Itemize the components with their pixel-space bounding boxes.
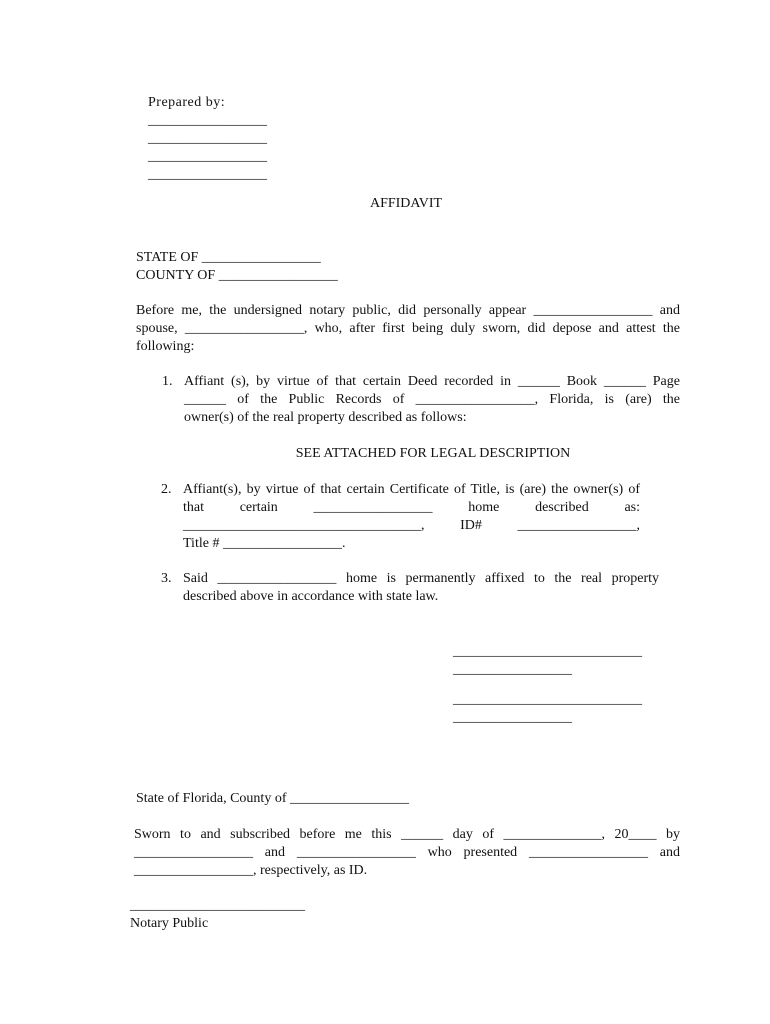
signature-2-line-1: ___________________________ <box>453 692 642 707</box>
sworn-line-2: _________________ and _________________ who presented _________________ and <box>134 845 680 860</box>
signature-2-line-2: _________________ <box>453 710 572 725</box>
item-2 <box>161 481 640 553</box>
county-line: COUNTY OF _________________ <box>136 268 338 283</box>
prepared-by-line-3: _________________ <box>148 149 267 164</box>
intro-paragraph <box>136 302 680 356</box>
item-1-line-3: owner(s) of the real property described as follows: <box>184 410 467 425</box>
notary-block <box>130 897 350 933</box>
intro-line-1: Before me, the undersigned notary public, did personally appear _________________ and <box>136 303 680 318</box>
sworn-line-3: _________________, respectively, as ID. <box>134 863 368 878</box>
state-of-florida-line: State of Florida, County of _________________ <box>136 791 409 806</box>
document-title: AFFIDAVIT <box>369 196 443 211</box>
signature-block <box>453 643 683 727</box>
intro-line-2: spouse, _________________, who, after first being duly sworn, did depose and attest the <box>136 321 680 336</box>
see-attached-heading: SEE ATTACHED FOR LEGAL DESCRIPTION <box>295 446 571 461</box>
item-2-line-1: Affiant(s), by virtue of that certain Certificate of Title, is (are) the owner(s) of <box>183 482 640 497</box>
item-1 <box>162 373 680 427</box>
state-line: STATE OF _________________ <box>136 250 321 265</box>
item-2-line-2: that certain _________________ home described as: <box>183 500 640 515</box>
state-county-block <box>136 249 436 285</box>
intro-line-3: following: <box>136 339 195 354</box>
item-1-number: 1. <box>162 374 173 389</box>
signature-1-line-1: ___________________________ <box>453 644 642 659</box>
notary-public-label: Notary Public <box>130 916 209 931</box>
item-2-number: 2. <box>161 482 172 497</box>
item-3-line-1: Said _________________ home is permanently affixed to the real property <box>183 571 659 586</box>
sworn-paragraph <box>134 826 680 880</box>
prepared-by-line-4: _________________ <box>148 167 267 182</box>
item-1-line-1: Affiant (s), by virtue of that certain Deed recorded in ______ Book ______ Page <box>184 374 680 389</box>
item-2-line-3: __________________________________, ID# _________________, <box>183 518 640 533</box>
item-3 <box>161 570 659 606</box>
prepared-by-block <box>148 94 348 184</box>
prepared-by-line-2: _________________ <box>148 131 267 146</box>
item-3-number: 3. <box>161 571 172 586</box>
prepared-by-label: Prepared by: <box>148 95 226 110</box>
sworn-line-1: Sworn to and subscribed before me this ______ day of ______________, 20____ by <box>134 827 680 842</box>
notary-signature-line: _________________________ <box>130 898 305 913</box>
prepared-by-line-1: _________________ <box>148 113 267 128</box>
item-2-line-4: Title # _________________. <box>183 536 346 551</box>
signature-1-line-2: _________________ <box>453 662 572 677</box>
item-1-line-2: ______ of the Public Records of _________________, Florida, is (are) the <box>184 392 680 407</box>
item-3-line-2: described above in accordance with state law. <box>183 589 439 604</box>
